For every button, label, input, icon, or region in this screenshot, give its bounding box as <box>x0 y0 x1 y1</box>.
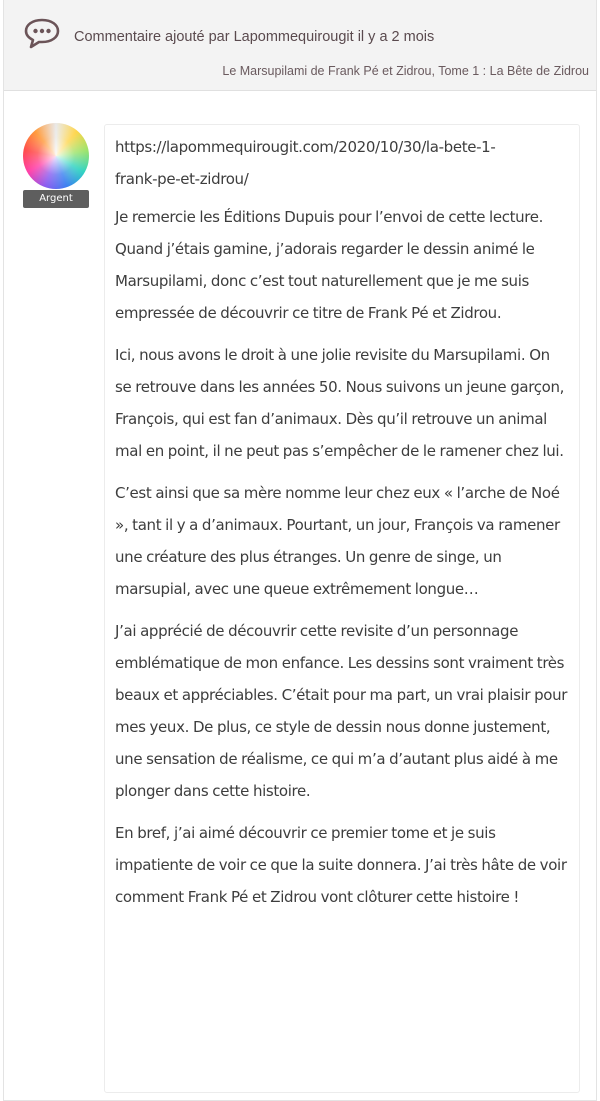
speech-bubble-icon <box>23 17 61 49</box>
author-block <box>23 123 89 208</box>
comment-paragraph: En bref, j’ai aimé découvrir ce premier tome et je suis impatiente de voir ce que la suite donnera. J’ai très hâte de voir comment Frank Pé et Zidrou vont clôturer cette histoire ! <box>115 824 567 906</box>
activity-text: Commentaire ajouté par Lapommequirougit il y a 2 mois <box>74 29 435 45</box>
comment-paragraph: J’ai apprécié de découvrir cette revisite d’un personnage emblématique de mon enfance. Les dessins sont vraiment très beaux et appréciables. C’était pour ma part, un vrai plaisir pour mes yeux. De plus, ce style de dessin nous donne justement, une sensation de réalisme, ce qui m’a d’autant plus aidé à me plonger dans cette histoire. <box>115 622 568 800</box>
comment-header <box>4 0 596 91</box>
avatar[interactable] <box>23 123 89 189</box>
rank-badge: Argent <box>23 190 89 208</box>
comment-body <box>104 124 580 1093</box>
review-link-line2: frank-pe-et-zidrou/ <box>115 170 249 188</box>
review-link-line1: https://lapommequirougit.com/2020/10/30/la-bete-1- <box>115 138 496 156</box>
book-title-link[interactable]: Le Marsupilami de Frank Pé et Zidrou, Tome 1 : La Bête de Zidrou <box>222 64 589 78</box>
review-link[interactable] <box>115 131 569 195</box>
comment-paragraph: C’est ainsi que sa mère nomme leur chez eux « l’arche de Noé », tant il y a d’animaux. Pourtant, un jour, François va ramener une créature des plus étranges. Un genre de singe, un marsupial, avec une queue extrêmement longue… <box>115 484 560 598</box>
comment-paragraph: Je remercie les Éditions Dupuis pour l’envoi de cette lecture. Quand j’étais gamine, j’adorais regarder le dessin animé le Marsupilami, donc c’est tout naturellement que je me suis empressée de découvrir ce titre de Frank Pé et Zidrou. <box>115 208 544 322</box>
comment-paragraph: Ici, nous avons le droit à une jolie revisite du Marsupilami. On se retrouve dans les années 50. Nous suivons un jeune garçon, François, qui est fan d’animaux. Dès qu’il retrouve un animal mal en point, il ne peut pas s’empêcher de le ramener chez lui. <box>115 346 565 460</box>
